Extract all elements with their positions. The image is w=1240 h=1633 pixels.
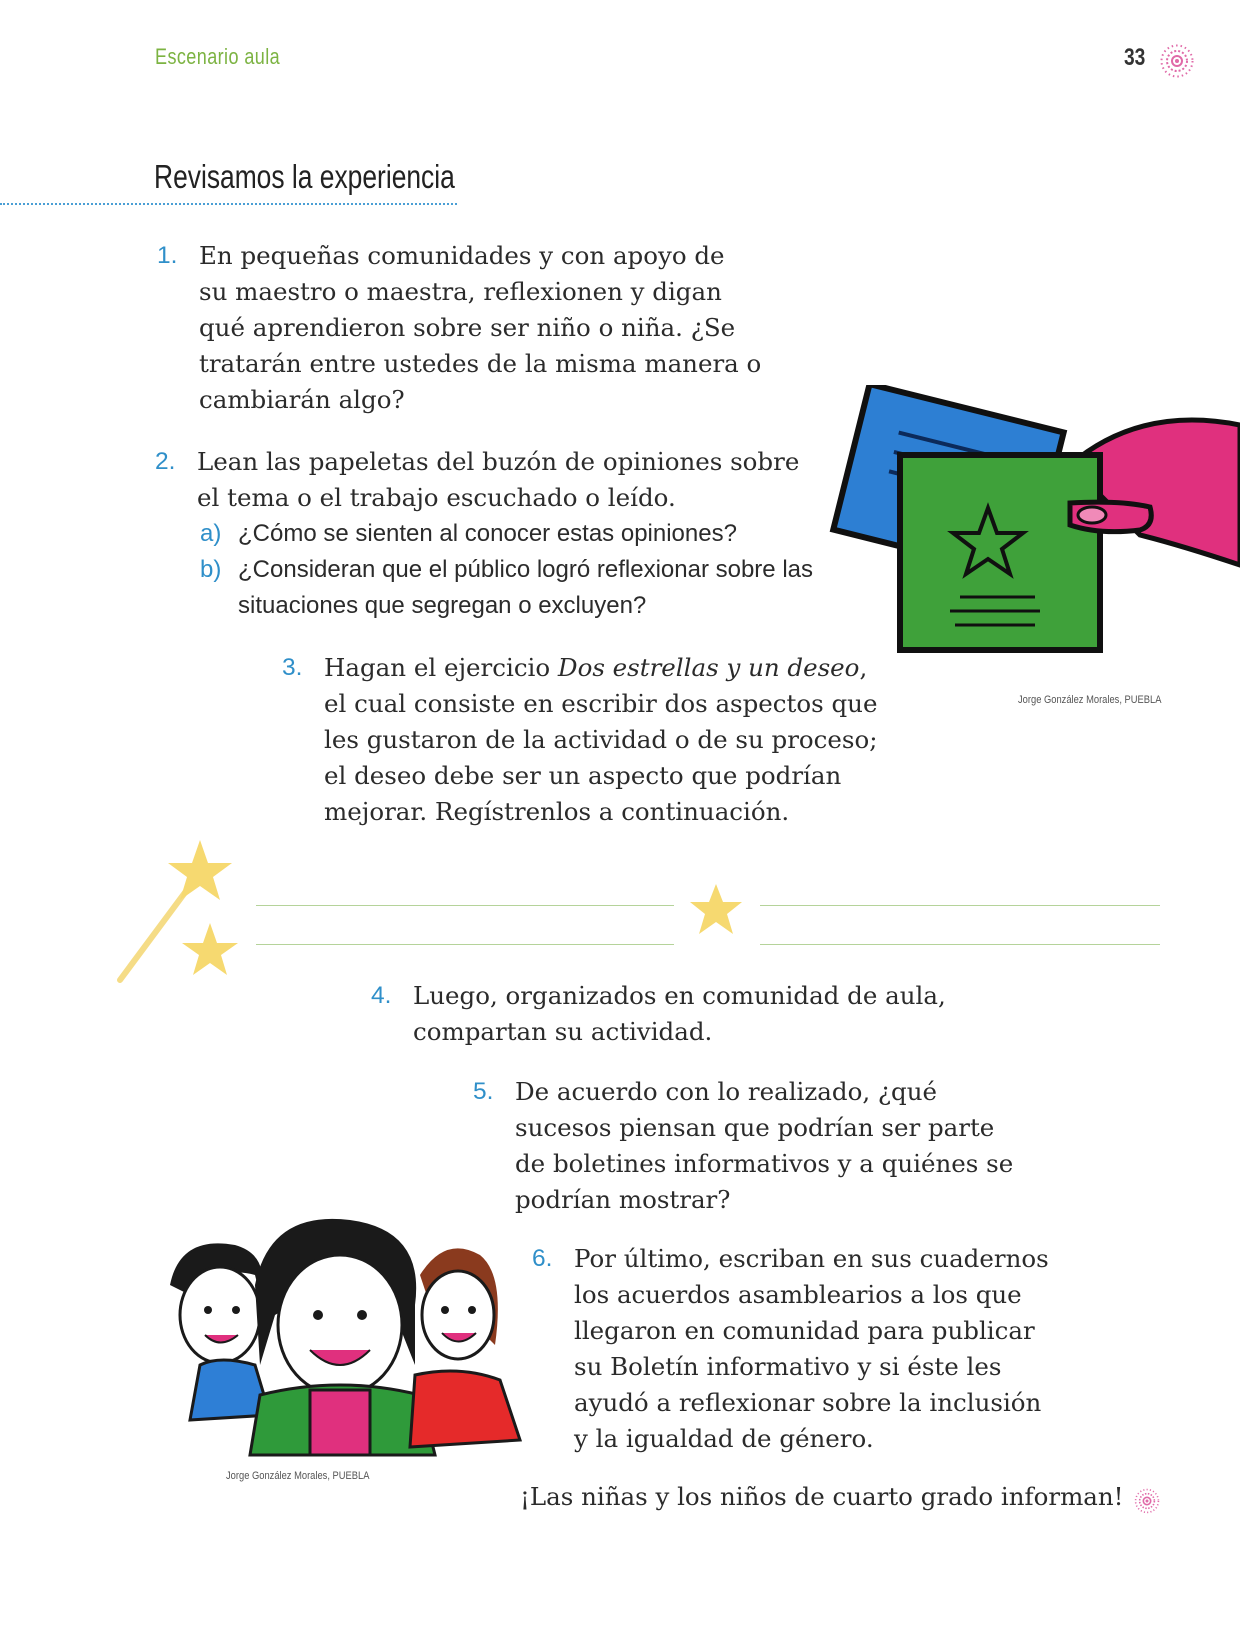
magic-wand-stars (110, 835, 250, 985)
item-number: 3. (282, 654, 303, 681)
item-number: 5. (473, 1078, 494, 1105)
children-illustration (160, 1215, 540, 1460)
end-rosette-icon (1133, 1487, 1161, 1515)
answer-line-2-left[interactable] (256, 944, 674, 945)
answer-line-2-right[interactable] (760, 944, 1160, 945)
item-number: 4. (371, 982, 392, 1009)
page-number: 33 (1124, 44, 1146, 71)
subitem-b: b) ¿Consideran que el público logró reflexionar sobre las situaciones que segregan o excluyen? (200, 556, 814, 619)
instruction-item-5: 5. De acuerdo con lo realizado, ¿qué sucesos piensan que podrían ser parte de boletines informativos y a quiénes se podrían mostrar? (515, 1074, 1075, 1218)
ballots-illustration (820, 385, 1240, 675)
heading-divider (0, 203, 457, 205)
subitem-a: a) ¿Cómo se sienten al conocer estas opiniones? (200, 520, 737, 547)
children-credit: Jorge González Morales, PUEBLA (226, 1470, 370, 1482)
ballots-credit: Jorge González Morales, PUEBLA (1018, 694, 1162, 706)
star-icon (688, 882, 744, 938)
section-name: Escenario aula (155, 44, 281, 69)
item-number: 1. (157, 242, 178, 269)
instruction-item-2: 2. Lean las papeletas del buzón de opiniones sobre el tema o el trabajo escuchado o leído. (197, 444, 847, 516)
answer-line-1-right[interactable] (760, 905, 1160, 906)
instruction-item-4: 4. Luego, organizados en comunidad de aula, compartan su actividad. (413, 978, 1033, 1050)
instruction-item-6: 6. Por último, escriban en sus cuadernos los acuerdos asamblearios a los que llegaron en comunidad para publicar su Boletín informativo y si éste les ayudó a reflexionar sobre la inclusión y la igualdad de género. (574, 1241, 1094, 1457)
item-number: 6. (532, 1245, 553, 1272)
item-number: 2. (155, 448, 176, 475)
section-heading: Revisamos la experiencia (154, 158, 455, 195)
closing-line: ¡Las niñas y los niños de cuarto grado informan! (520, 1482, 1124, 1511)
instruction-item-1: 1. En pequeñas comunidades y con apoyo de su maestro o maestra, reflexionen y digan qué aprendieron sobre ser niño o niña. ¿Se tratarán entre ustedes de la misma manera o cambiarán algo? (199, 238, 799, 418)
instruction-item-3: 3. Hagan el ejercicio Dos estrellas y un deseo, el cual consiste en escribir dos aspectos que les gustaron de la actividad o de su proceso; el deseo debe ser un aspecto que podrían mejorar. Regístrenlos a continuación. (324, 650, 924, 830)
answer-line-1-left[interactable] (256, 905, 674, 906)
rosette-icon (1158, 42, 1196, 80)
